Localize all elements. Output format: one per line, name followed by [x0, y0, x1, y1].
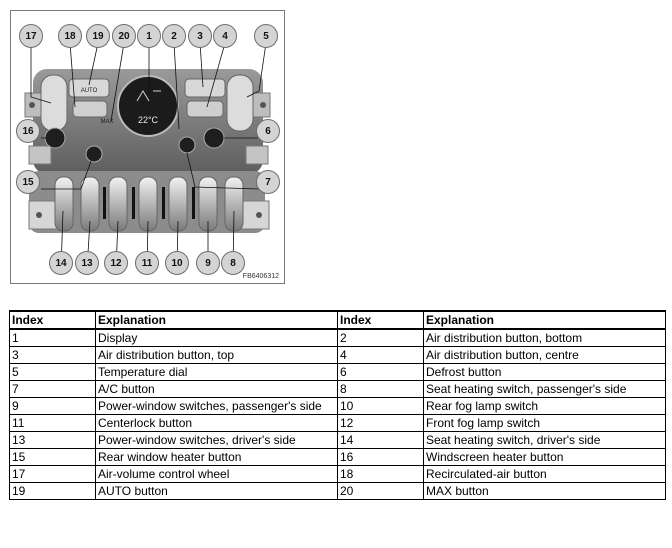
- air-distribution-centre-button-shape: [187, 101, 223, 117]
- index-cell: 5: [10, 364, 96, 381]
- explanation-cell: Rear window heater button: [96, 449, 338, 466]
- header-explanation-1: Explanation: [96, 311, 338, 329]
- switch-gap: [192, 187, 195, 219]
- table-row: [10, 329, 666, 347]
- index-cell: 13: [10, 432, 96, 449]
- table-row: [10, 449, 666, 466]
- callout-15: 15: [16, 170, 40, 194]
- index-cell: 3: [10, 347, 96, 364]
- table-row: [10, 415, 666, 432]
- callout-16: 16: [16, 119, 40, 143]
- index-cell: 12: [338, 415, 424, 432]
- callout-2: 2: [162, 24, 186, 48]
- callout-9: 9: [196, 251, 220, 275]
- index-cell: 8: [338, 381, 424, 398]
- index-cell: 9: [10, 398, 96, 415]
- left-switch-screw: [36, 212, 42, 218]
- explanation-cell: Centerlock button: [96, 415, 338, 432]
- table-row: [10, 347, 666, 364]
- header-index-1: Index: [10, 311, 96, 329]
- callout-10: 10: [165, 251, 189, 275]
- rear-window-heater-button-shape: [86, 146, 102, 162]
- ac-button-shape: [179, 137, 195, 153]
- toggle-switch: [55, 177, 73, 231]
- figure-code: FB6406312: [242, 273, 279, 280]
- explanation-cell: Air distribution button, top: [96, 347, 338, 364]
- callout-13: 13: [75, 251, 99, 275]
- panel-illustration: [11, 11, 284, 283]
- explanation-cell: A/C button: [96, 381, 338, 398]
- callout-1: 1: [137, 24, 161, 48]
- callout-11: 11: [135, 251, 159, 275]
- callout-19: 19: [86, 24, 110, 48]
- explanation-cell: Seat heating switch, driver's side: [424, 432, 666, 449]
- index-cell: 4: [338, 347, 424, 364]
- table-row: [10, 364, 666, 381]
- explanation-cell: Air distribution button, bottom: [424, 329, 666, 347]
- index-cell: 7: [10, 381, 96, 398]
- explanation-cell: Windscreen heater button: [424, 449, 666, 466]
- air-distribution-top-button-shape: [185, 79, 225, 97]
- windscreen-heater-button-shape: [45, 128, 65, 148]
- air-volume-wheel: [41, 75, 67, 131]
- index-cell: 11: [10, 415, 96, 432]
- callout-14: 14: [49, 251, 73, 275]
- explanation-cell: MAX button: [424, 483, 666, 500]
- callout-18: 18: [58, 24, 82, 48]
- max-button-label: MAX: [100, 119, 114, 125]
- index-table: [9, 310, 666, 500]
- index-cell: 19: [10, 483, 96, 500]
- explanation-cell: Display: [96, 329, 338, 347]
- left-lower-bracket: [29, 146, 51, 164]
- callout-4: 4: [213, 24, 237, 48]
- table-row: [10, 398, 666, 415]
- table-header-row: [10, 311, 666, 329]
- temperature-dial: [227, 75, 253, 131]
- header-explanation-2: Explanation: [424, 311, 666, 329]
- right-mount-screw: [260, 102, 266, 108]
- defrost-button-shape: [204, 128, 224, 148]
- explanation-cell: Power-window switches, passenger's side: [96, 398, 338, 415]
- explanation-cell: Power-window switches, driver's side: [96, 432, 338, 449]
- switch-gap: [132, 187, 135, 219]
- callout-12: 12: [104, 251, 128, 275]
- display-temperature: 22°C: [137, 115, 159, 125]
- switch-gap: [162, 187, 165, 219]
- explanation-cell: Defrost button: [424, 364, 666, 381]
- explanation-cell: Air-volume control wheel: [96, 466, 338, 483]
- index-cell: 20: [338, 483, 424, 500]
- callout-5: 5: [254, 24, 278, 48]
- callout-8: 8: [221, 251, 245, 275]
- index-cell: 14: [338, 432, 424, 449]
- index-cell: 10: [338, 398, 424, 415]
- table-row: [10, 432, 666, 449]
- index-cell: 15: [10, 449, 96, 466]
- table-row: [10, 466, 666, 483]
- index-cell: 6: [338, 364, 424, 381]
- header-index-2: Index: [338, 311, 424, 329]
- callout-20: 20: [112, 24, 136, 48]
- left-mount-screw: [29, 102, 35, 108]
- explanation-cell: Recirculated-air button: [424, 466, 666, 483]
- control-panel-figure: [10, 10, 285, 284]
- auto-button-label: AUTO: [80, 88, 98, 94]
- callout-7: 7: [256, 170, 280, 194]
- explanation-cell: Temperature dial: [96, 364, 338, 381]
- explanation-cell: Seat heating switch, passenger's side: [424, 381, 666, 398]
- right-lower-bracket: [246, 146, 268, 164]
- index-cell: 2: [338, 329, 424, 347]
- callout-6: 6: [256, 119, 280, 143]
- switch-gap: [103, 187, 106, 219]
- display: [118, 76, 178, 136]
- recirculated-air-button-shape: [73, 101, 107, 117]
- table-row: [10, 483, 666, 500]
- index-cell: 1: [10, 329, 96, 347]
- explanation-cell: Front fog lamp switch: [424, 415, 666, 432]
- explanation-cell: Air distribution button, centre: [424, 347, 666, 364]
- explanation-cell: AUTO button: [96, 483, 338, 500]
- explanation-cell: Rear fog lamp switch: [424, 398, 666, 415]
- callout-3: 3: [188, 24, 212, 48]
- table-row: [10, 381, 666, 398]
- index-cell: 16: [338, 449, 424, 466]
- index-cell: 18: [338, 466, 424, 483]
- callout-17: 17: [19, 24, 43, 48]
- index-cell: 17: [10, 466, 96, 483]
- right-switch-screw: [256, 212, 262, 218]
- toggle-switch-row: [55, 177, 243, 231]
